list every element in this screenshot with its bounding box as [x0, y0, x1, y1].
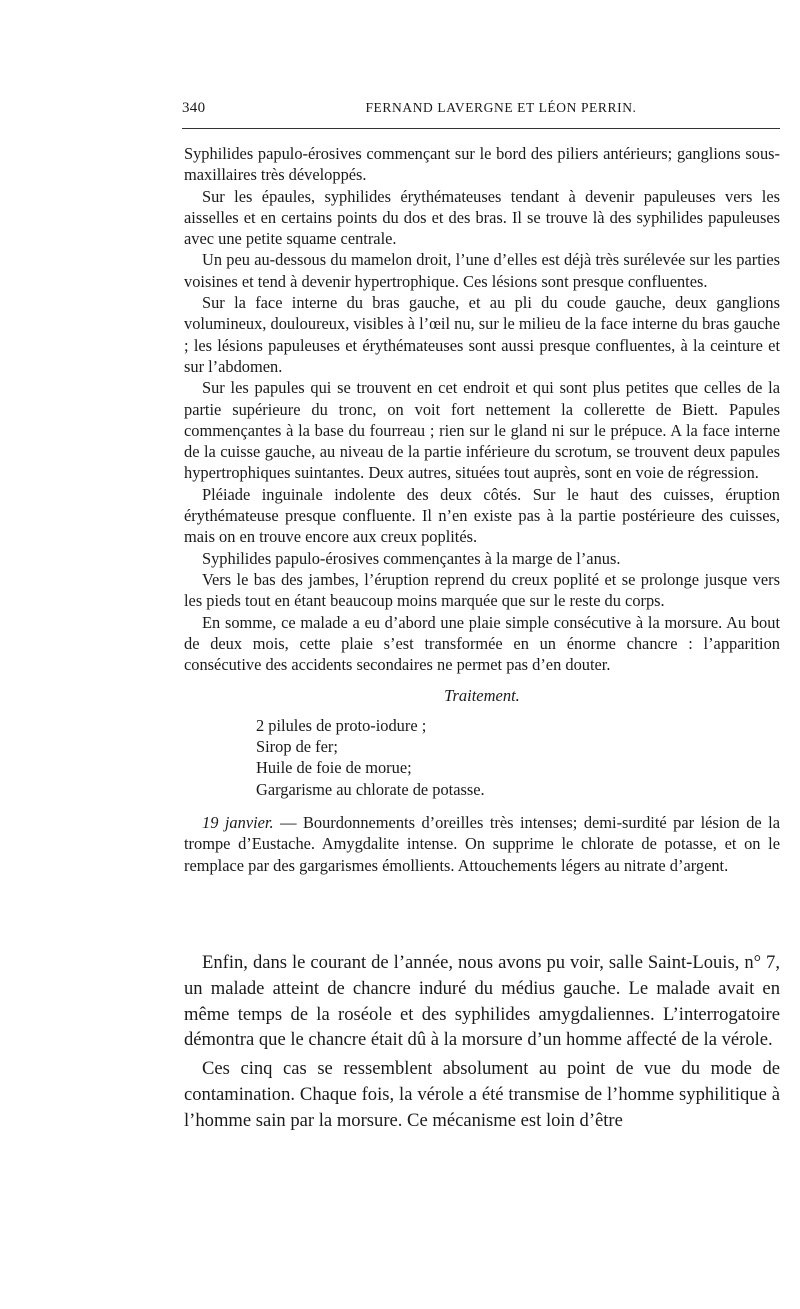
main-paragraph: Ces cinq cas se ressemblent absolument au point de vue du mode de contamination. Chaque fois, la vérole a été transmise de l’homme syphilitique à l’homme sain par la morsure. Ce mécanisme est loin d’être	[184, 1058, 780, 1131]
main-paragraph: Enfin, dans le courant de l’année, nous avons pu voir, salle Saint-Louis, n° 7, un malade atteint de chancre induré du médius gauche. Le malade avait en même temps de la roséole et des syphilides amygdaliennes. L’interrogatoire démontra que le chancre était dû à la morsure d’un homme affecté de la vérole.	[184, 952, 780, 1051]
page-number: 340	[182, 100, 206, 116]
treatment-heading: Traitement.	[444, 686, 520, 706]
running-head	[182, 100, 780, 120]
case-paragraph: Syphilides papulo-érosives commençant sur le bord des piliers antérieurs; ganglions sous-maxillaires très développés.	[184, 144, 780, 185]
case-paragraph: Un peu au-dessous du mamelon droit, l’une d’elles est déjà très surélevée sur les parties voisines et tend à devenir hypertrophique. Ces lésions sont presque confluentes.	[184, 250, 780, 291]
case-observation-text	[184, 143, 780, 876]
case-paragraph: Sur la face interne du bras gauche, et au pli du coude gauche, deux ganglions volumineux, douloureux, visibles à l’œil nu, sur le milieu de la face interne du bras gauche ; les lésions papuleuses et érythémateuses sont aussi presque confluentes, à la ceinture et sur l’abdomen.	[184, 293, 780, 376]
followup-date: 19 janvier.	[202, 812, 274, 832]
prescription-item: Huile de foie de morue;	[256, 758, 412, 778]
running-title: FERNAND LAVERGNE ET LÉON PERRIN.	[365, 100, 637, 115]
prescription-list	[184, 715, 780, 800]
prescription-item: Gargarisme au chlorate de potasse.	[256, 779, 485, 799]
main-text	[184, 950, 780, 1134]
followup-paragraph	[184, 812, 780, 876]
case-paragraph: En somme, ce malade a eu d’abord une plaie simple consécutive à la morsure. Au bout de deux mois, cette plaie s’est transformée en un énorme chancre : l’apparition consécutive des accidents secondaires ne permet pas d’en douter.	[184, 612, 780, 675]
case-paragraph: Syphilides papulo-érosives commençantes à la marge de l’anus.	[202, 548, 621, 568]
case-paragraph: Pléiade inguinale indolente des deux côtés. Sur le haut des cuisses, éruption érythémateuse presque confluente. Il n’en existe pas à la partie postérieure des cuisses, mais on en trouve encore aux creux poplités.	[184, 484, 780, 547]
prescription-item: Sirop de fer;	[256, 737, 338, 757]
followup-text: — Bourdonnements d’oreilles très intenses; demi-surdité par lésion de la trompe d’Eustache. Amygdalite intense. On supprime le chlorate de potasse, et on le remplace par des gargarismes émollients. Attouchements légers au nitrate d’argent.	[184, 812, 780, 875]
case-paragraph: Vers le bas des jambes, l’éruption reprend du creux poplité et se prolonge jusque vers les pieds tout en étant beaucoup moins marquée que sur le reste du corps.	[184, 569, 780, 611]
case-paragraph: Sur les épaules, syphilides érythémateuses tendant à devenir papuleuses vers les aisselles et en certains points du dos et des bras. Il se trouve là des syphilides papuleuses avec une petite squame centrale.	[184, 186, 780, 249]
prescription-item: 2 pilules de proto-iodure ;	[256, 715, 427, 735]
header-rule	[182, 128, 780, 129]
case-paragraph: Sur les papules qui se trouvent en cet endroit et qui sont plus petites que celles de la partie supérieure du tronc, on voit fort nettement la collerette de Biett. Papules commençantes à la base du fourreau ; rien sur le gland ni sur le prépuce. A la face interne de la cuisse gauche, au niveau de la partie inférieure du scrotum, se trouvent deux papules hypertrophiques suintantes. Deux autres, situées tout auprès, sont en voie de régression.	[184, 378, 780, 483]
